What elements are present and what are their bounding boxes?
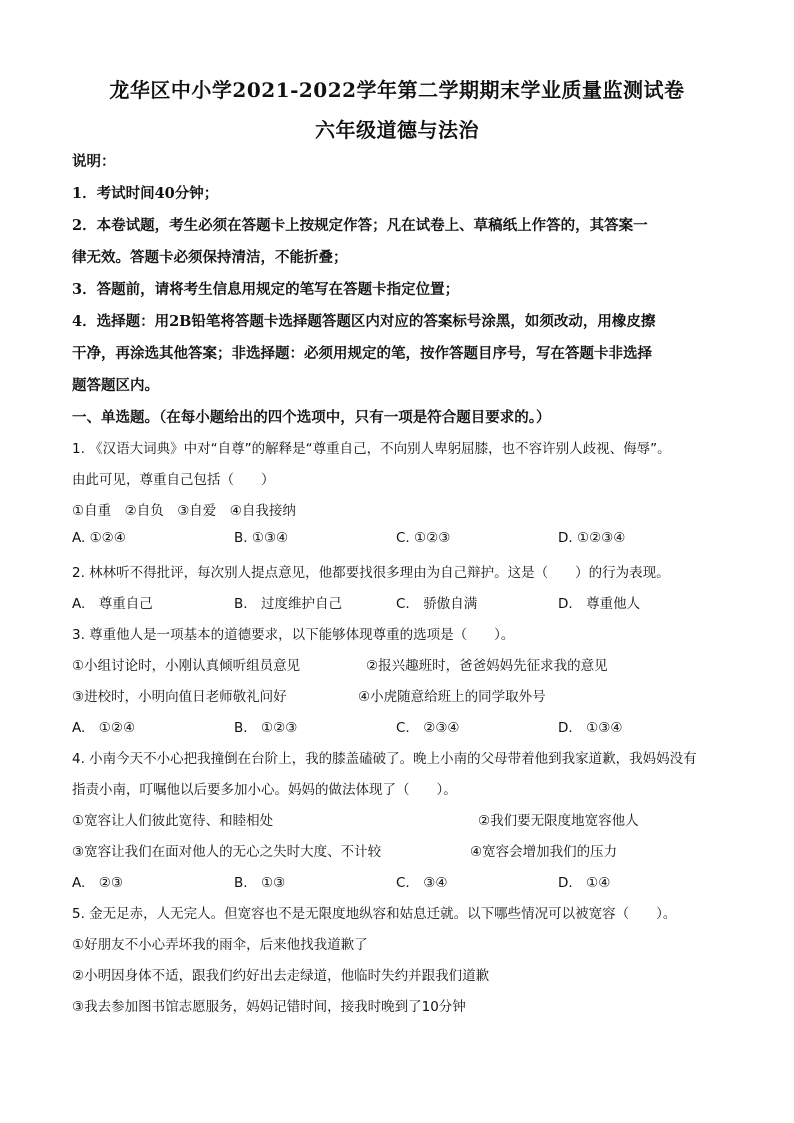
question-4-option-a[interactable]: A. ②③ xyxy=(72,875,123,891)
question-4-option-d[interactable]: D. ①④ xyxy=(558,875,611,891)
question-1-option-a[interactable]: A. ①②④ xyxy=(72,530,126,546)
instruction-item: 干净，再涂选其他答案；非选择题：必须用规定的笔，按作答题目序号，写在答题卡非选择 xyxy=(72,345,652,362)
question-2-option-a[interactable]: A. 尊重自己 xyxy=(72,596,153,612)
exam-title: 龙华区中小学2021-2022学年第二学期期末学业质量监测试卷 xyxy=(109,78,685,102)
instruction-item: 4．选择题：用2B铅笔将答题卡选择题答题区内对应的答案标号涂黑，如须改动，用橡皮擦 xyxy=(72,313,656,330)
question-2-option-d[interactable]: D. 尊重他人 xyxy=(558,596,641,612)
question-1-option-c[interactable]: C. ①②③ xyxy=(396,530,451,546)
instruction-item: 1．考试时间40分钟； xyxy=(72,185,219,202)
question-3-statement: ③进校时，小明向值日老师敬礼问好 xyxy=(72,689,287,705)
question-1-statements: ①自重 ②自负 ③自爱 ④自我接纳 xyxy=(72,503,296,519)
question-4-option-c[interactable]: C. ③④ xyxy=(396,875,448,891)
question-5-statement: ③我去参加图书馆志愿服务，妈妈记错时间，接我时晚到了10分钟 xyxy=(72,999,466,1015)
question-2-stem: 2. 林林听不得批评，每次别人提点意见，他都要找很多理由为自己辩护。这是（ ）的行为表现。 xyxy=(72,565,670,581)
question-3-statement: ④小虎随意给班上的同学取外号 xyxy=(358,689,546,705)
question-3-option-c[interactable]: C. ②③④ xyxy=(396,720,460,736)
question-4-stem: 4. 小南今天不小心把我撞倒在台阶上，我的膝盖磕破了。晚上小南的父母带着他到我家道歉，我妈妈没有 xyxy=(72,751,697,767)
question-5-statement: ①好朋友不小心弄坏我的雨伞，后来他找我道歉了 xyxy=(72,937,368,953)
question-4-option-b[interactable]: B. ①③ xyxy=(234,875,286,891)
question-1-stem: 由此可见，尊重自己包括（ ） xyxy=(72,472,275,488)
instruction-item: 2．本卷试题，考生必须在答题卡上按规定作答；凡在试卷上、草稿纸上作答的，其答案一 xyxy=(72,217,648,234)
instructions-heading: 说明： xyxy=(72,153,116,170)
question-4-statement: ③宽容让我们在面对他人的无心之失时大度、不计较 xyxy=(72,844,382,860)
question-4-statement: ②我们要无限度地宽容他人 xyxy=(478,813,639,829)
question-4-statement: ①宽容让人们彼此宽待、和睦相处 xyxy=(72,813,274,829)
question-1-stem: 1. 《汉语大词典》中对“自尊”的解释是“尊重自己，不向别人卑躬屈膝，也不容许别人歧视、侮辱”。 xyxy=(72,441,671,457)
question-3-statement: ②报兴趣班时，爸爸妈妈先征求我的意见 xyxy=(366,658,608,674)
question-2-option-b[interactable]: B. 过度维护自己 xyxy=(234,596,343,612)
section-heading: 一、单选题。（在每小题给出的四个选项中，只有一项是符合题目要求的。） xyxy=(72,409,551,426)
question-4-statement: ④宽容会增加我们的压力 xyxy=(470,844,618,860)
question-3-option-b[interactable]: B. ①②③ xyxy=(234,720,298,736)
question-2-option-c[interactable]: C. 骄傲自满 xyxy=(396,596,478,612)
question-3-stem: 3. 尊重他人是一项基本的道德要求，以下能够体现尊重的选项是（ ）。 xyxy=(72,627,515,643)
exam-subtitle: 六年级道德与法治 xyxy=(315,118,479,142)
instruction-item: 3．答题前，请将考生信息用规定的笔写在答题卡指定位置； xyxy=(72,281,460,298)
question-5-statement: ②小明因身体不适，跟我们约好出去走绿道，他临时失约并跟我们道歉 xyxy=(72,968,490,984)
question-3-option-a[interactable]: A. ①②④ xyxy=(72,720,136,736)
question-3-statement: ①小组讨论时，小刚认真倾听组员意见 xyxy=(72,658,301,674)
question-4-stem: 指责小南，叮嘱他以后要多加小心。妈妈的做法体现了（ ）。 xyxy=(72,782,457,798)
instruction-item: 律无效。答题卡必须保持清洁，不能折叠； xyxy=(72,249,348,266)
question-3-option-d[interactable]: D. ①③④ xyxy=(558,720,623,736)
question-1-option-d[interactable]: D. ①②③④ xyxy=(558,530,626,546)
question-5-stem: 5. 金无足赤，人无完人。但宽容也不是无限度地纵容和姑息迁就。以下哪些情况可以被宽容（ ）。 xyxy=(72,906,677,922)
instruction-item: 题答题区内。 xyxy=(72,377,159,394)
question-1-option-b[interactable]: B. ①③④ xyxy=(234,530,289,546)
